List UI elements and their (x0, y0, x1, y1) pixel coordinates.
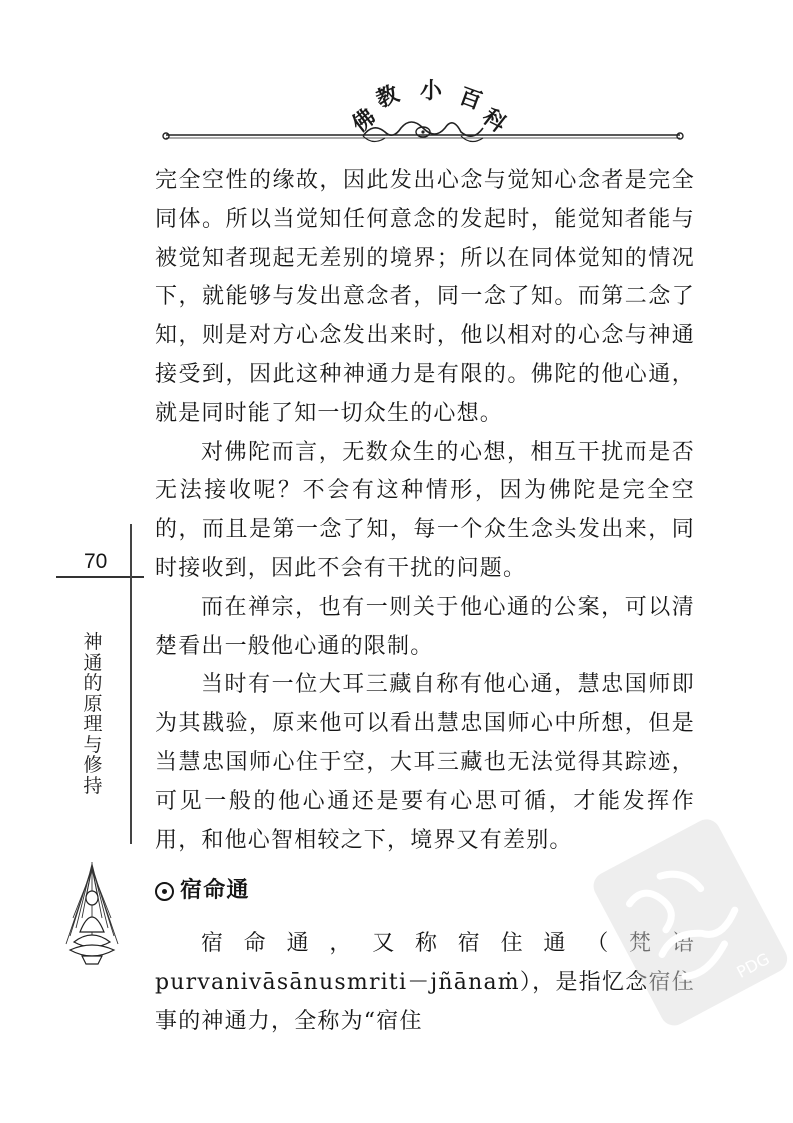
series-title-char: 小 (420, 79, 443, 104)
page-number: 70 (84, 550, 108, 573)
paragraph: 而在禅宗，也有一则关于他心通的公案，可以清楚看出一般他心通的限制。 (155, 594, 695, 659)
section-heading-text: 宿命通 (180, 878, 250, 904)
pdg-watermark-stamp (588, 808, 788, 1028)
margin-vertical-rule (130, 524, 132, 844)
book-title-vertical: 神通的原理与修持 (83, 631, 103, 797)
series-title-char: 百 (455, 83, 485, 115)
buddha-figure-icon (60, 858, 124, 966)
header-scroll-ornament (158, 118, 688, 148)
series-title-char: 科 (477, 104, 511, 138)
series-title-char: 教 (372, 81, 403, 114)
watermark-label: PDG (733, 949, 773, 982)
paragraph: 完全空性的缘故，因此发出心念与觉知心念者是完全同体。所以当觉知任何意念的发起时，能觉知者能与被觉知者现起无差别的境界；所以在同体觉知的情况下，就能够与发出意念者，同一念了知。而第二念了知，则是对方心念发出来时，他以相对的心念与神通接受到，因此这种神通力是有限的。佛陀的他心通，就是同时能了知一切众生的心想。 (155, 168, 695, 426)
circle-dot-icon (155, 882, 174, 901)
paragraph: 当时有一位大耳三藏自称有他心通，慧忠国师即为其戡验，原来他可以看出慧忠国师心中所想，但是当慧忠国师心住于空，大耳三藏也无法觉得其踪迹，可见一般的他心通还是要有心思可循，才能发挥作用，和他心智相较之下，境界又有差别。 (155, 672, 695, 853)
paragraph: 对佛陀而言，无数众生的心想，相互干扰而是否无法接收呢？不会有这种情形，因为佛陀是完全空的，而且是第一念了知，每一个众生念头发出来，同时接收到，因此不会有干扰的问题。 (155, 439, 695, 581)
paragraph: 宿命通，又称宿住通（梵语 purvanivāsānusmriti－jñānaṁ），是指忆念宿住事的神通力，全称为“宿住 (155, 931, 695, 1034)
series-title-char: 佛 (347, 104, 381, 138)
